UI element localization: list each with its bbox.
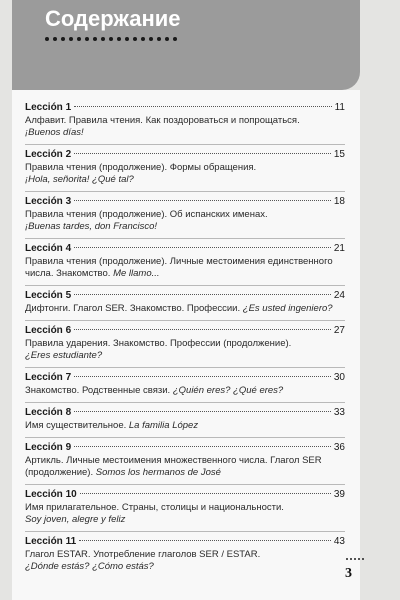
lesson-topics: Правила чтения (продолжение). Формы обращения. <box>25 162 257 173</box>
lesson-page: 18 <box>333 196 345 207</box>
lesson-topics: Правила чтения (продолжение). Личные местоимения единственного числа. Знакомство. <box>25 256 333 279</box>
lesson-phrase: Me llamo... <box>113 268 160 279</box>
lesson-topics: Имя прилагательное. Страны, столицы и национальности. <box>25 502 284 513</box>
lesson-phrase: ¿Quién eres? ¿Qué eres? <box>172 385 284 396</box>
lesson-title: Lección 9 <box>25 442 72 453</box>
lesson-title: Lección 6 <box>25 325 72 336</box>
lesson-phrase: ¿Eres estudiante? <box>25 350 103 361</box>
header-band <box>12 0 360 90</box>
dot-leader <box>74 153 331 154</box>
lesson-phrase: Somos los hermanos de José <box>95 467 221 478</box>
toc-entry[interactable] <box>25 192 345 239</box>
lesson-topics: Правила ударения. Знакомство. Профессии (продолжение). <box>25 338 292 349</box>
lesson-title: Lección 4 <box>25 243 72 254</box>
lesson-title: Lección 5 <box>25 290 72 301</box>
lesson-topics: Имя существительное. <box>25 420 127 431</box>
lesson-title: Lección 10 <box>25 489 77 500</box>
lesson-phrase: ¡Hola, señorita! ¿Qué tal? <box>25 174 134 185</box>
dot-leader <box>74 200 331 201</box>
footer-dots <box>346 558 364 560</box>
toc-entry[interactable] <box>25 403 345 438</box>
lesson-phrase: ¡Buenas tardes, don Francisco! <box>25 221 158 232</box>
lesson-page: 21 <box>333 243 345 254</box>
lesson-title: Lección 1 <box>25 102 72 113</box>
dot-leader <box>74 106 331 107</box>
title-dots <box>45 37 177 41</box>
lesson-title: Lección 11 <box>25 536 77 547</box>
lesson-topics: Алфавит. Правила чтения. Как поздороваться и попрощаться. <box>25 115 300 126</box>
lesson-phrase: La familia López <box>128 420 199 431</box>
lesson-title: Lección 3 <box>25 196 72 207</box>
toc-entry[interactable] <box>25 485 345 532</box>
lesson-title: Lección 8 <box>25 407 72 418</box>
lesson-page: 24 <box>333 290 345 301</box>
toc-entry[interactable] <box>25 532 345 578</box>
dot-leader <box>80 493 331 494</box>
lesson-page: 30 <box>333 372 345 383</box>
dot-leader <box>74 329 331 330</box>
lesson-phrase: ¡Buenos días! <box>25 127 84 138</box>
dot-leader <box>74 446 331 447</box>
toc-entry[interactable] <box>25 145 345 192</box>
page-title: Содержание <box>45 6 181 31</box>
dot-leader <box>74 247 331 248</box>
toc-list <box>12 90 360 600</box>
page-number: 3 <box>345 566 352 581</box>
lesson-page: 27 <box>333 325 345 336</box>
toc-entry[interactable] <box>25 321 345 368</box>
toc-entry[interactable] <box>25 286 345 321</box>
lesson-page: 39 <box>333 489 345 500</box>
lesson-phrase: ¿Dónde estás? ¿Cómo estás? <box>25 561 154 572</box>
toc-entry[interactable] <box>25 98 345 145</box>
lesson-page: 15 <box>333 149 345 160</box>
toc-entry[interactable] <box>25 239 345 286</box>
dot-leader <box>79 540 331 541</box>
toc-entry[interactable] <box>25 368 345 403</box>
lesson-topics: Дифтонги. Глагол SER. Знакомство. Профессии. <box>25 303 241 314</box>
toc-entry[interactable] <box>25 438 345 485</box>
lesson-page: 33 <box>333 407 345 418</box>
lesson-title: Lección 7 <box>25 372 72 383</box>
lesson-topics: Правила чтения (продолжение). Об испанских именах. <box>25 209 268 220</box>
lesson-topics: Знакомство. Родственные связи. <box>25 385 171 396</box>
lesson-page: 43 <box>333 536 345 547</box>
lesson-page: 11 <box>334 102 345 113</box>
lesson-topics: Артикль. Личные местоимения множественного числа. Глагол SER (продолжение). <box>25 455 322 478</box>
dot-leader <box>74 294 331 295</box>
lesson-phrase: Soy joven, alegre y feliz <box>25 514 126 525</box>
dot-leader <box>74 411 331 412</box>
lesson-page: 36 <box>333 442 345 453</box>
dot-leader <box>74 376 331 377</box>
lesson-title: Lección 2 <box>25 149 72 160</box>
lesson-topics: Глагол ESTAR. Употребление глаголов SER / ESTAR. <box>25 549 261 560</box>
lesson-phrase: ¿Es usted ingeniero? <box>242 303 333 314</box>
